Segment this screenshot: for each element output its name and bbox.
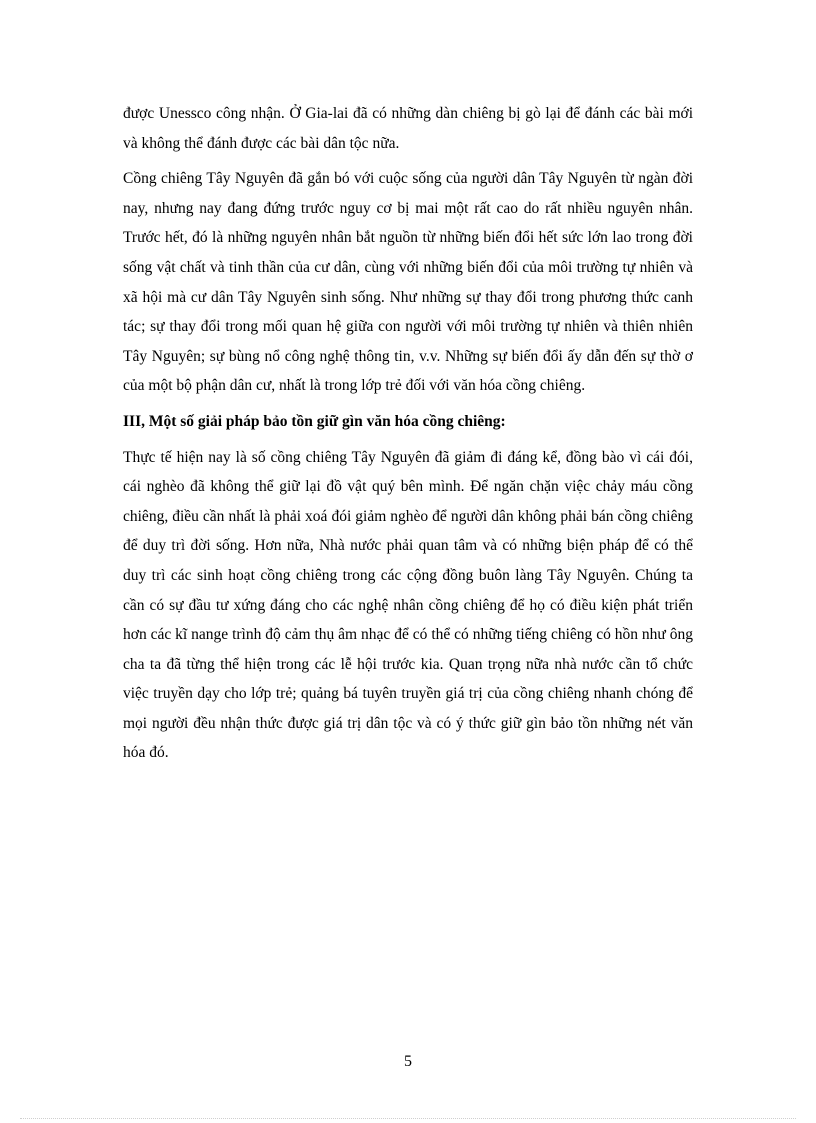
paragraph-unesco-gia-lai: được Unessco công nhận. Ở Gia-lai đã có những dàn chiêng bị gò lại để đánh các bài mới và không thể đánh được các bài dân tộc nữa. (123, 105, 693, 152)
paragraph-solutions: Thực tế hiện nay là số cồng chiêng Tây Nguyên đã giảm đi đáng kể, đồng bào vì cái đói, cái nghèo đã không thể giữ lại đồ vật quý bên mình. Để ngăn chặn việc chảy máu cồng chiêng, điều cần nhất là phải xoá đói giảm nghèo để người dân không phải bán cồng chiêng để duy trì đời sống. Hơn nữa, Nhà nước phải quan tâm và có những biện pháp để có thể duy trì các sinh hoạt cồng chiêng trong các cộng đồng buôn làng Tây Nguyên. Chúng ta cần có sự đầu tư xứng đáng cho các nghệ nhân cồng chiêng để họ có điều kiện phát triển hơn các kĩ nange trình độ cảm thụ âm nhạc để có thể có những tiếng chiêng có hồn như ông cha ta đã từng thể hiện trong các lễ hội trước kia. Quan trọng nữa nhà nước cần tổ chức việc truyền dạy cho lớp trẻ; quảng bá tuyên truyền giá trị của cồng chiêng nhanh chóng để mọi người đều nhận thức được giá trị dân tộc và có ý thức giữ gìn bảo tồn những nét văn hóa đó. (123, 448, 693, 762)
page-body (123, 99, 693, 768)
page-bottom-divider (20, 1118, 796, 1119)
page-number: 5 (404, 1053, 412, 1070)
section-heading-solutions: III, Một số giải pháp bảo tồn giữ gìn văn hóa cồng chiêng: (123, 412, 506, 430)
paragraph-causes: Cồng chiêng Tây Nguyên đã gắn bó với cuộc sống của người dân Tây Nguyên từ ngàn đời nay, nhưng nay đang đứng trước nguy cơ bị mai một rất cao do rất nhiều nguyên nhân. Trước hết, đó là những nguyên nhân bắt nguồn từ những biến đổi hết sức lớn lao trong đời sống vật chất và tinh thần của cư dân, cùng với những biến đổi của môi trường tự nhiên và xã hội mà cư dân Tây Nguyên sinh sống. Như những sự thay đổi trong phương thức canh tác; sự thay đổi trong mối quan hệ giữa con người với môi trường tự nhiên và thiên nhiên Tây Nguyên; sự bùng nổ công nghệ thông tin, v.v. Những sự biến đổi ấy dẫn đến sự thờ ơ của một bộ phận dân cư, nhất là trong lớp trẻ đối với văn hóa cồng chiêng. (123, 170, 693, 395)
